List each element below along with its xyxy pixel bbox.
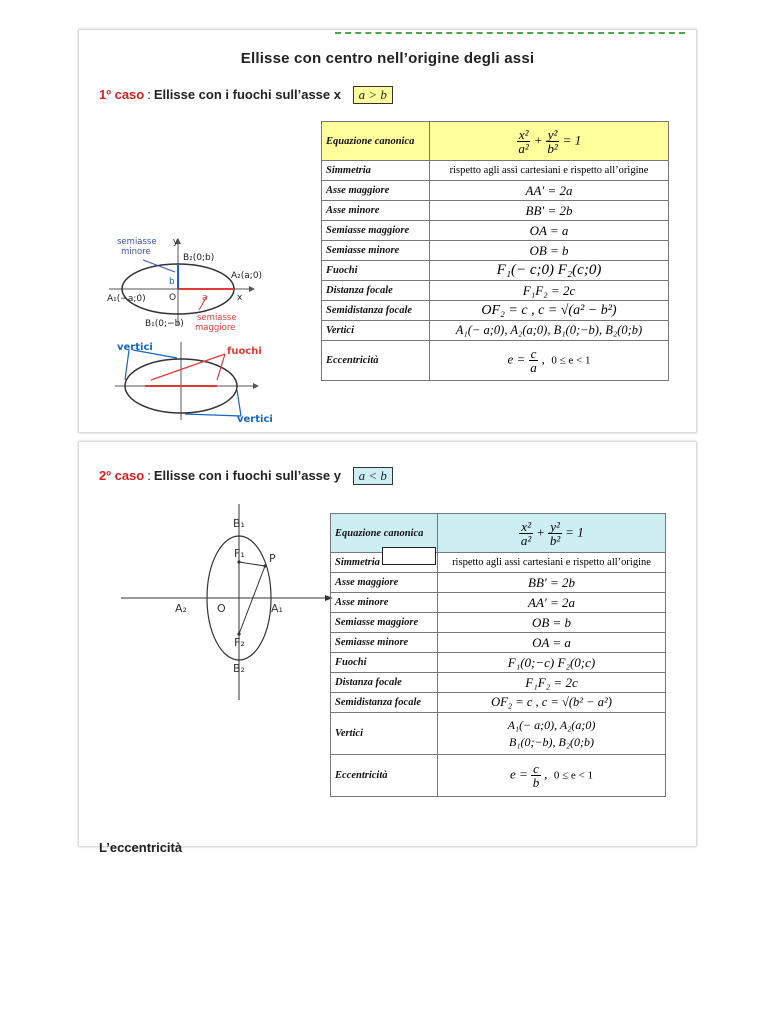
label-F1: F₁ — [234, 547, 245, 560]
label-fuochi: fuochi — [227, 346, 262, 357]
row-label: Fuochi — [322, 261, 430, 281]
label-O-vertical: O — [217, 602, 226, 615]
row-value: F₁F₂ = 2c — [430, 281, 669, 301]
overlay-box — [382, 547, 436, 565]
truncated-heading: L’eccentricità — [99, 840, 183, 855]
table-row — [331, 693, 666, 713]
table-row — [331, 633, 666, 653]
page-title: Ellisse con centro nell’origine degli assi — [240, 50, 535, 67]
row-label: Eccentricità — [322, 341, 430, 381]
row-value: F₁F₂ = 2c — [438, 673, 666, 693]
label-a: a — [202, 293, 208, 303]
table-row — [322, 181, 669, 201]
label-P: P — [269, 552, 276, 565]
row-label: Semiasse minore — [322, 241, 430, 261]
table-row — [331, 553, 666, 573]
row-value: OF₂ = c , c = √(a² − b²) — [430, 301, 669, 321]
row-label: Vertici — [322, 321, 430, 341]
label-semiasse-minore-1: semiasse — [117, 237, 157, 247]
label-vertici-bottom: vertici — [237, 414, 273, 425]
row-label: Semiasse maggiore — [331, 613, 438, 633]
ellipse-diagram-vertical — [119, 502, 339, 702]
row-value: e = $\frac{c}{a}$ , 0 ≤ e < 1 — [430, 341, 669, 381]
row-label: Semiasse maggiore — [322, 221, 430, 241]
label-x: x — [237, 293, 243, 303]
row-value: rispetto agli assi cartesiani e rispetto all’origine — [430, 161, 669, 181]
row-value: F₁(− c;0) F₂(c;0) — [430, 261, 669, 281]
case-2-number: 2º caso — [99, 468, 145, 483]
formula-table-case-2 — [330, 513, 666, 797]
label-B2: B₂(0;b) — [183, 253, 215, 263]
formula-table-case-1 — [321, 121, 669, 381]
table-row — [331, 713, 666, 755]
row-value: OB = b — [438, 613, 666, 633]
label-semiasse-maggiore-1: semiasse — [197, 313, 237, 323]
row-label: Semidistanza focale — [322, 301, 430, 321]
row-value: OF₂ = c , c = √(b² − a²) — [438, 693, 666, 713]
cell-equation-value: $\frac{\text{x²}}{\text{a²}}$ + $\frac{\text{y²}}{\text{b²}}$ = 1 — [430, 122, 669, 161]
table-row — [331, 755, 666, 797]
table-row — [322, 201, 669, 221]
table-row — [322, 122, 669, 161]
vertici-line-2: B₁(0;−b), B₂(0;b) — [508, 734, 595, 749]
label-A1-vertical: A₁ — [271, 602, 283, 615]
table-row — [331, 593, 666, 613]
label-y: y — [173, 237, 179, 247]
row-value: rispetto agli assi cartesiani e rispetto all’origine — [438, 553, 666, 573]
table-row — [331, 514, 666, 553]
case-1-condition: a > b — [353, 86, 393, 104]
ellipse-diagram-horizontal — [107, 230, 263, 333]
row-value: AA′ = 2a — [438, 593, 666, 613]
row-value: OA = a — [438, 633, 666, 653]
vertici-line-1: A₁(− a;0), A₂(a;0) — [507, 717, 596, 732]
label-F2: F₂ — [234, 636, 245, 649]
ellipse-diagram-vertices-foci — [105, 340, 275, 425]
page-2 — [79, 442, 696, 855]
row-value: A₁(− a;0), A₂(a;0), B₁(0;−b), B₂(0;b) — [430, 321, 669, 341]
row-value: OB = b — [430, 241, 669, 261]
eccentricity-range: 0 ≤ e < 1 — [551, 354, 591, 367]
table-row — [322, 161, 669, 181]
row-value: BB′ = 2b — [430, 201, 669, 221]
row-label: Eccentricità — [331, 755, 438, 797]
label-B1-vertical: B₁ — [233, 517, 245, 530]
table-row — [331, 653, 666, 673]
label-O: O — [169, 293, 177, 303]
table-row — [331, 613, 666, 633]
row-label: Asse minore — [331, 593, 438, 613]
label-B1: B₁(0;−b) — [145, 319, 184, 329]
page-1 — [79, 30, 696, 432]
row-value: AA′ = 2a — [430, 181, 669, 201]
table-row — [322, 281, 669, 301]
row-value: e = $\frac{c}{b}$ , 0 ≤ e < 1 — [438, 755, 666, 797]
label-A1: A₁(−a;0) — [107, 294, 146, 304]
row-label: Asse minore — [322, 201, 430, 221]
case-2-heading: 2º caso : Ellisse con i fuochi sull’asse y a < b — [99, 467, 393, 485]
row-label: Asse maggiore — [331, 573, 438, 593]
label-semiasse-minore-2: minore — [121, 247, 151, 257]
table-row — [322, 301, 669, 321]
table-row — [331, 673, 666, 693]
row-label: Asse maggiore — [322, 181, 430, 201]
row-label: Semiasse minore — [331, 633, 438, 653]
row-label: Fuochi — [331, 653, 438, 673]
row-label: Simmetria — [331, 553, 438, 573]
table-row — [331, 573, 666, 593]
row-value: OA = a — [430, 221, 669, 241]
table-row — [322, 321, 669, 341]
table-row — [322, 261, 669, 281]
row-value — [438, 713, 666, 755]
label-b: b — [169, 277, 175, 287]
dashed-divider — [335, 32, 685, 34]
table-row — [322, 241, 669, 261]
row-label: Simmetria — [322, 161, 430, 181]
label-B2-vertical: B₂ — [233, 662, 245, 675]
label-A2-vertical: A₂ — [175, 602, 187, 615]
table-row — [322, 341, 669, 381]
label-vertici-top: vertici — [117, 342, 153, 353]
label-A2: A₂(a;0) — [231, 271, 263, 281]
cell-equation-value: $\frac{\text{x²}}{\text{a²}}$ + $\frac{\text{y²}}{\text{b²}}$ = 1 — [438, 514, 666, 553]
table-row — [322, 221, 669, 241]
case-2-text: Ellisse con i fuochi sull’asse y — [153, 468, 341, 483]
case-2-condition: a < b — [353, 467, 393, 485]
eccentricity-range: 0 ≤ e < 1 — [553, 769, 593, 782]
case-1-heading: 1º caso : Ellisse con i fuochi sull’asse x a > b — [99, 86, 393, 104]
row-label: Semidistanza focale — [331, 693, 438, 713]
row-value: F₁(0;−c) F₂(0;c) — [438, 653, 666, 673]
row-value: BB′ = 2b — [438, 573, 666, 593]
label-semiasse-maggiore-2: maggiore — [195, 323, 236, 333]
case-1-text: Ellisse con i fuochi sull’asse x — [153, 87, 341, 102]
row-label: Distanza focale — [322, 281, 430, 301]
cell-equation-label: Equazione canonica — [331, 514, 438, 553]
cell-equation-label: Equazione canonica — [322, 122, 430, 161]
row-label: Vertici — [331, 713, 438, 755]
case-1-number: 1º caso — [99, 87, 145, 102]
row-label: Distanza focale — [331, 673, 438, 693]
